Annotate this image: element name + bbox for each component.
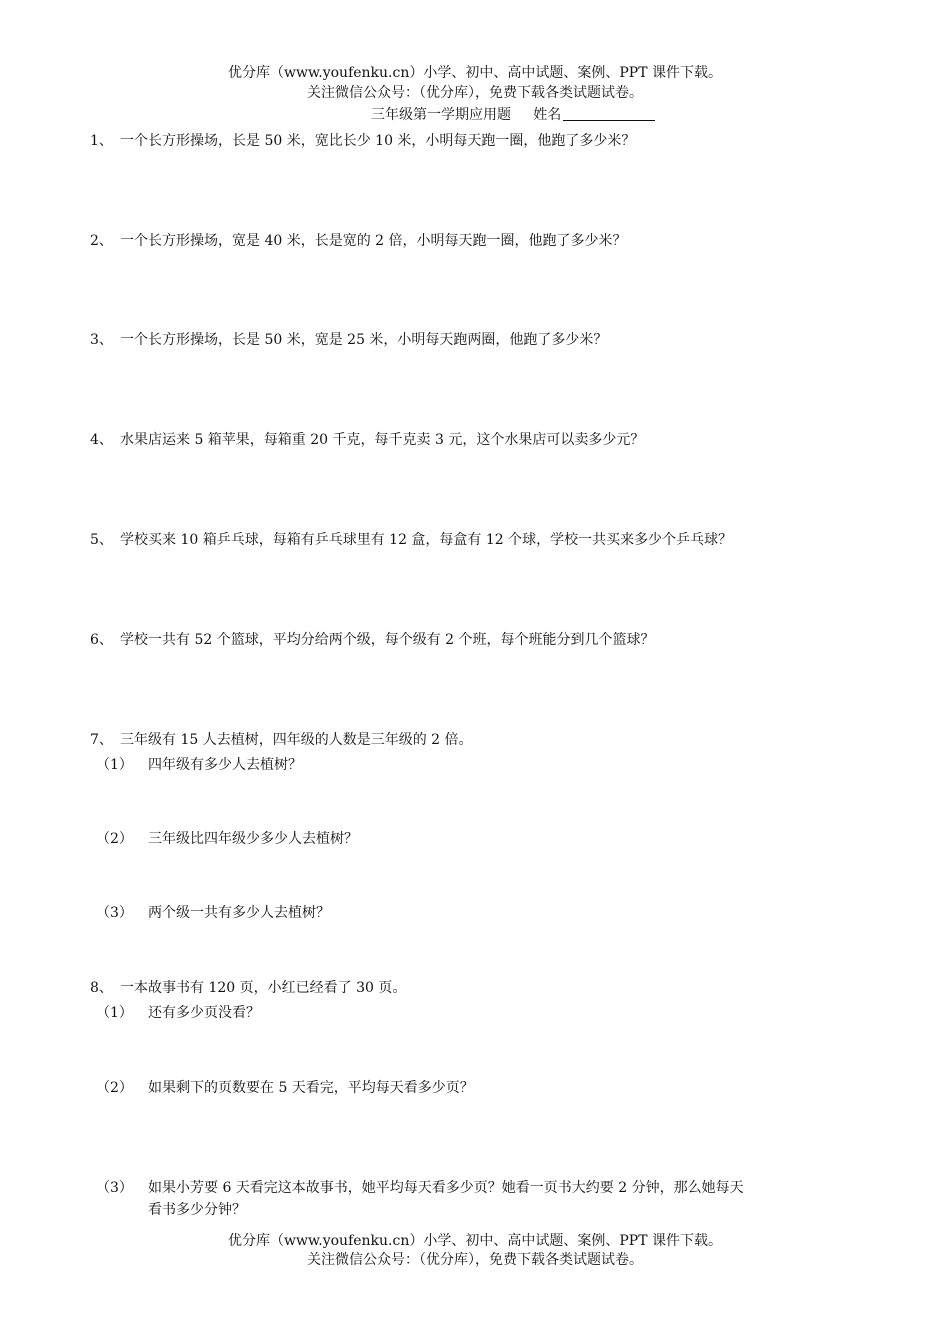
question-text: 三年级有 15 人去植树，四年级的人数是三年级的 2 倍。 (120, 732, 473, 748)
question-7-sub-1 (96, 756, 302, 774)
question-1 (90, 132, 635, 150)
sub-question-text: 两个级一共有多少人去植树？ (148, 905, 330, 921)
question-5 (90, 531, 732, 549)
question-8-sub-3 (96, 1179, 866, 1219)
question-number: 3、 (90, 332, 113, 348)
sub-question-number: （2） (96, 1080, 133, 1096)
header-line-2: 关注微信公众号：（优分库），免费下载各类试题试卷。 (307, 85, 643, 101)
sub-question-number: （1） (96, 1005, 133, 1021)
question-number: 1、 (90, 133, 113, 149)
question-text: 一个长方形操场，长是 50 米，宽比长少 10 米，小明每天跑一圈，他跑了多少米？ (120, 133, 636, 149)
question-text: 一个长方形操场，宽是 40 米，长是宽的 2 倍，小明每天跑一圈，他跑了多少米？ (120, 233, 627, 249)
question-text: 一本故事书有 120 页，小红已经看了 30 页。 (120, 980, 407, 996)
question-number: 2、 (90, 233, 113, 249)
sub-question-text: 三年级比四年级少多少人去植树？ (148, 831, 358, 847)
sub-question-text: 还有多少页没看？ (148, 1005, 260, 1021)
question-text: 水果店运来 5 箱苹果，每箱重 20 千克，每千克卖 3 元，这个水果店可以卖多少元？ (120, 432, 645, 448)
question-8 (90, 979, 406, 997)
sub-question-text: 如果小芳要 6 天看完这本故事书，她平均每天看多少页？她看一页书大约要 2 分钟，那么她每天 (148, 1180, 744, 1196)
sub-question-text-continued: 看书多少分钟？ (148, 1202, 246, 1219)
footer-line-1: 优分库（www.youfenku.cn）小学、初中、高中试题、案例、PPT 课件下载。 (227, 1233, 722, 1249)
title-text: 三年级第一学期应用题 (371, 107, 511, 123)
footer-line-2: 关注微信公众号：（优分库），免费下载各类试题试卷。 (307, 1252, 643, 1268)
question-6 (90, 631, 655, 649)
sub-question-text: 如果剩下的页数要在 5 天看完，平均每天看多少页？ (148, 1080, 474, 1096)
question-8-sub-2 (96, 1079, 474, 1097)
name-label: 姓名 (533, 107, 562, 123)
header-line-1: 优分库（www.youfenku.cn）小学、初中、高中试题、案例、PPT 课件下载。 (227, 65, 722, 81)
question-number: 7、 (90, 732, 113, 748)
question-number: 8、 (90, 980, 113, 996)
question-8-sub-1 (96, 1004, 260, 1022)
name-blank-line (563, 106, 655, 121)
sub-question-number: （1） (96, 757, 133, 773)
question-text: 一个长方形操场，长是 50 米，宽是 25 米，小明每天跑两圈，他跑了多少米？ (120, 332, 608, 348)
question-7-sub-2 (96, 830, 358, 848)
sub-question-number: （2） (96, 831, 133, 847)
question-number: 6、 (90, 632, 113, 648)
question-number: 4、 (90, 432, 113, 448)
sub-question-number: （3） (96, 1180, 133, 1196)
question-text: 学校买来 10 箱乒乓球，每箱有乒乓球里有 12 盒，每盒有 12 个球，学校一共买来多少个乒乓球？ (120, 532, 733, 548)
question-4 (90, 431, 644, 449)
question-number: 5、 (90, 532, 113, 548)
question-2 (90, 232, 627, 250)
sub-question-number: （3） (96, 905, 133, 921)
question-7-sub-3 (96, 904, 330, 922)
question-text: 学校一共有 52 个篮球，平均分给两个级，每个级有 2 个班，每个班能分到几个篮球？ (120, 632, 655, 648)
question-3 (90, 331, 607, 349)
sub-question-text: 四年级有多少人去植树？ (148, 757, 302, 773)
worksheet-title (371, 106, 655, 124)
question-7 (90, 731, 473, 749)
